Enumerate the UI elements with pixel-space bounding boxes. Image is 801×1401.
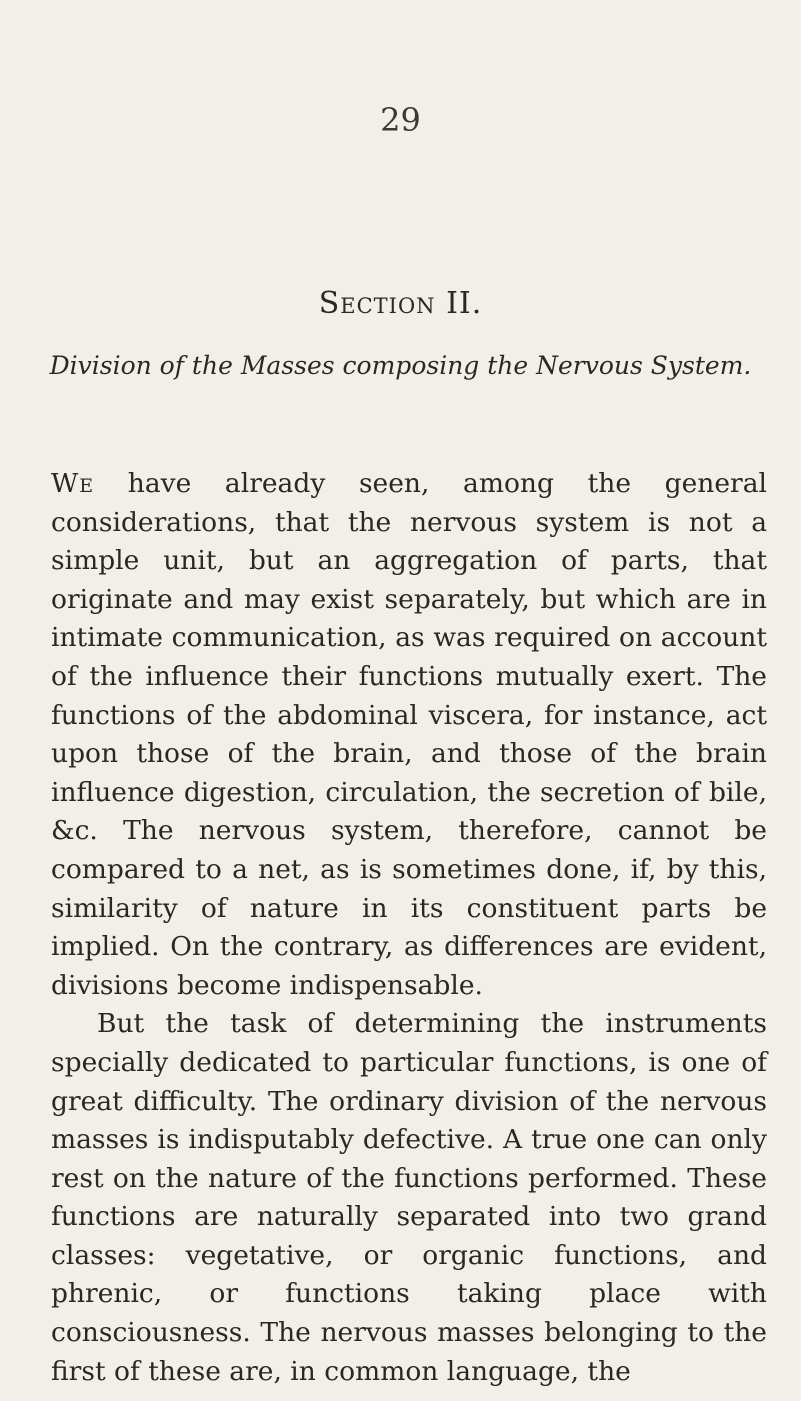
section-heading: Section II. — [318, 286, 483, 321]
paragraph-1-text: have already seen, among the general considerations, that the nervous system is not a simple unit, but an aggregation of parts, that originate and may exist separately, but which are in intimate communication, as was required on account of the influence their functions mutually exert. The functions of the abdominal viscera, for instance, act upon those of the brain, and those of the brain influence digestion, circulation, the secretion of bile, &c. The nervous system, therefore, cannot be compared to a net, as is sometimes done, if, by this, similarity of nature in its constituent parts be implied. On the contrary, as differences are evident, divisions become indispensable. — [51, 468, 767, 1001]
paragraph-1-lead: We — [51, 468, 95, 499]
paragraph-2: But the task of determining the instruments specially dedicated to particular functions, is one of great difficulty. The ordinary division of the nervous masses is indisputably defective. A true one can only rest on the nature of the functions performed. These functions are naturally separated into two grand classes: vegetative, or organic functions, and phrenic, or functions taking place with consciousness. The nervous masses belonging to the first of these are, in common language, the — [51, 1008, 767, 1387]
paragraph-1 — [51, 465, 767, 1005]
page-number: 29 — [380, 101, 421, 139]
body-text — [51, 465, 767, 1391]
chapter-title: Division of the Masses composing the Nervous System. — [49, 351, 752, 380]
